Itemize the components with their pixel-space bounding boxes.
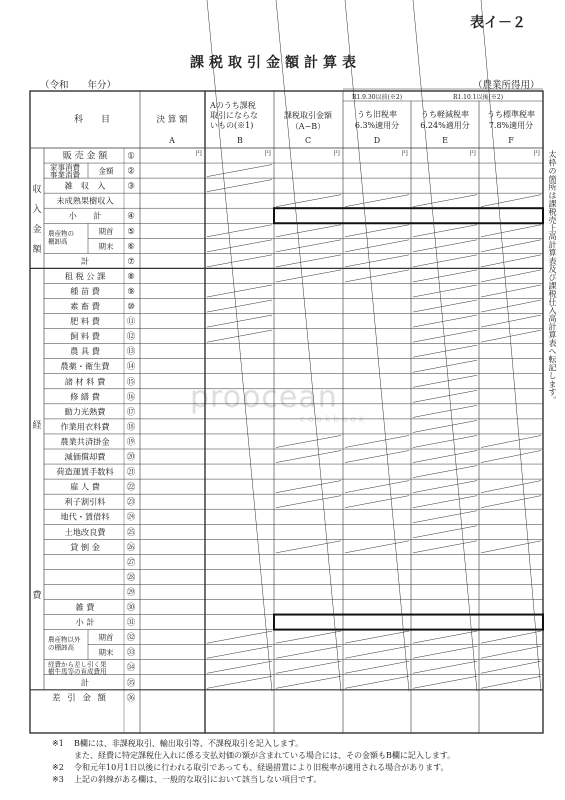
row-number: ⑧	[127, 271, 135, 282]
na-diagonal	[276, 541, 341, 553]
na-diagonal	[207, 225, 272, 237]
na-diagonal	[345, 631, 409, 643]
note-text: 上記の斜線がある欄は、一般的な取引において該当しない項目です。	[74, 775, 322, 784]
header-letter-A: A	[169, 136, 175, 145]
row-label: 肥 料 費	[70, 316, 100, 327]
na-diagonal	[413, 451, 477, 463]
na-diagonal	[276, 661, 341, 673]
row-number: ⑳	[126, 452, 136, 463]
row-label: 期首	[98, 226, 114, 236]
row-label: 家事消費	[50, 163, 80, 173]
unit-yen: 円	[533, 149, 540, 157]
era-year: （令和 年分）	[40, 80, 117, 91]
row-number: ⑮	[126, 377, 136, 388]
row-label: 租 税 公 課	[64, 270, 106, 281]
na-diagonal	[481, 435, 541, 447]
na-diagonal	[481, 631, 541, 643]
na-diagonal	[276, 451, 341, 463]
na-diagonal	[413, 330, 477, 342]
unit-yen: 円	[264, 149, 271, 157]
header-colB: いもの(※1)	[210, 121, 254, 130]
na-diagonal	[207, 240, 272, 252]
row-number: ⑯	[126, 392, 136, 403]
row-number: ②	[127, 166, 135, 177]
row-number: ㉚	[126, 603, 136, 614]
na-diagonal	[413, 661, 477, 673]
row-label: 飼 料 費	[70, 331, 100, 342]
na-diagonal	[413, 631, 477, 643]
na-diagonal	[413, 646, 477, 658]
row-number: ㉘	[126, 572, 136, 583]
na-diagonal	[481, 646, 541, 658]
row-number: ⑤	[127, 226, 135, 237]
na-diagonal	[276, 646, 341, 658]
na-diagonal	[276, 195, 341, 207]
na-diagonal	[276, 481, 341, 493]
usage-label: （農業所得用）	[473, 80, 540, 91]
header-group-old: R1.9.30以前(※2)	[351, 94, 403, 101]
na-diagonal	[481, 661, 541, 673]
unit-yen: 円	[469, 149, 476, 157]
row-number: ㉔	[126, 512, 136, 523]
row-label: 作業用衣料費	[60, 421, 110, 432]
row-label: 諸 材 料 費	[64, 376, 106, 387]
row-label: 農産物以外	[48, 635, 81, 644]
na-diagonal	[345, 451, 409, 463]
na-diagonal	[345, 646, 409, 658]
row-number: ⑥	[127, 241, 135, 252]
na-diagonal	[413, 225, 477, 237]
header-colB: 取引にならな	[210, 111, 258, 120]
na-diagonal	[345, 225, 409, 237]
group-revenue-char: 金	[32, 225, 42, 235]
row-label: 雑 費	[75, 602, 95, 613]
row-label: 土地改良費	[64, 526, 106, 537]
na-diagonal	[481, 676, 541, 688]
row-label: 農産物の	[48, 229, 74, 238]
na-diagonal	[481, 0, 541, 691]
header-colB: Aのうち課税	[210, 101, 256, 110]
group-revenue-char: 収	[32, 185, 42, 195]
na-diagonal	[413, 481, 477, 493]
group-revenue-char: 額	[32, 245, 42, 255]
subtotal-expense-box	[274, 615, 543, 630]
watermark-text: proocean	[190, 380, 338, 415]
na-diagonal	[413, 390, 477, 402]
row-label: 差 引 金 額	[51, 693, 109, 704]
unit-yen: 円	[195, 149, 202, 157]
row-label: 雑 収 入	[64, 180, 106, 191]
row-number: ㉛	[126, 618, 136, 629]
note-line	[52, 774, 557, 786]
page-title: 課税取引金額計算表	[190, 55, 361, 71]
row-number: ㉙	[126, 587, 136, 598]
note-mark: ※1	[52, 739, 64, 748]
row-label: 種 苗 費	[70, 285, 100, 296]
na-diagonal	[413, 300, 477, 312]
na-diagonal	[481, 240, 541, 252]
na-diagonal	[481, 285, 541, 297]
header-colE: うち軽減税率	[421, 110, 469, 119]
na-diagonal	[413, 375, 477, 387]
header-colD-rate: 6.3%適用分	[354, 121, 400, 130]
row-number: ㉜	[126, 633, 136, 644]
row-number: ①	[127, 151, 135, 162]
header-colF: うち標準税率	[487, 110, 535, 119]
row-label: 貸 倒 金	[70, 541, 100, 552]
row-label: 経費から差し引く果	[48, 660, 107, 669]
na-diagonal	[413, 360, 477, 372]
na-diagonal	[345, 661, 409, 673]
group-revenue-char: 入	[32, 205, 42, 215]
row-number: ⑬	[126, 347, 136, 358]
na-diagonal	[276, 496, 341, 508]
na-diagonal	[413, 195, 477, 207]
na-diagonal	[481, 451, 541, 463]
na-diagonal	[207, 676, 272, 688]
row-number: ⑫	[126, 332, 136, 343]
na-diagonal	[276, 0, 341, 691]
note-mark	[52, 750, 74, 762]
row-label: 修 繕 費	[70, 391, 100, 402]
row-number: ㉖	[126, 542, 136, 553]
row-label: 販 売 金 額	[62, 151, 108, 162]
na-diagonal	[345, 435, 409, 447]
header-letter-E: E	[442, 136, 448, 145]
na-diagonal	[207, 631, 272, 643]
na-diagonal	[276, 435, 341, 447]
row-number: ㉞	[126, 663, 136, 674]
na-diagonal	[413, 676, 477, 688]
row-label: 雇 人 費	[70, 481, 100, 492]
na-diagonal	[481, 195, 541, 207]
group-expense-char: 経	[32, 421, 42, 431]
row-number: ⑭	[126, 362, 136, 373]
header-colE-rate: 6.24%適用分	[420, 121, 470, 130]
na-diagonal	[345, 481, 409, 493]
header-letter-D: D	[373, 136, 381, 145]
row-label: 棚卸高	[48, 237, 68, 246]
na-diagonal	[413, 466, 477, 478]
note-line	[52, 762, 557, 774]
row-number: ⑦	[127, 256, 135, 267]
na-diagonal	[345, 541, 409, 553]
row-number: ⑰	[126, 407, 136, 418]
na-diagonal	[413, 0, 477, 691]
row-label: 減価償却費	[64, 451, 106, 462]
na-diagonal	[413, 270, 477, 282]
row-label: 金額	[98, 166, 114, 176]
na-diagonal	[413, 511, 477, 523]
na-diagonal	[481, 481, 541, 493]
note-text: また、経費に特定課税仕入れに係る支払対価の額が含まれている場合には、その金額もB欄に記入します。	[74, 751, 456, 760]
row-label: 期末	[98, 648, 114, 658]
na-diagonal	[276, 225, 341, 237]
row-label: 農業共済掛金	[60, 436, 110, 447]
note-mark: ※2	[52, 763, 64, 772]
na-diagonal	[413, 315, 477, 327]
row-number: ⑲	[126, 437, 136, 448]
header-colC: 課税取引金額	[284, 111, 332, 120]
row-label: 計	[80, 677, 90, 688]
na-diagonal	[481, 255, 541, 267]
row-number: ⑱	[126, 422, 136, 433]
row-number: ⑩	[127, 302, 135, 313]
na-diagonal	[345, 270, 409, 282]
row-label: 利子割引料	[64, 496, 106, 507]
row-label: 期首	[98, 633, 114, 643]
side-note: 太枠の箇所は課税売上高計算表及び課税仕入高計算表へ転記します。	[548, 150, 558, 405]
header-letter-F: F	[508, 136, 514, 145]
group-expense-char: 費	[32, 591, 42, 601]
row-label: 小 計	[75, 617, 95, 628]
na-diagonal	[345, 240, 409, 252]
row-label: 期末	[98, 241, 114, 251]
row-number: ㉗	[126, 557, 136, 568]
na-diagonal	[345, 0, 409, 691]
na-diagonal	[413, 405, 477, 417]
na-diagonal	[207, 330, 272, 342]
na-diagonal	[413, 541, 477, 553]
header-letter-B: B	[237, 136, 243, 145]
header-letter-C: C	[304, 136, 312, 145]
header-subject: 科 目	[73, 115, 111, 125]
na-diagonal	[481, 225, 541, 237]
na-diagonal	[413, 435, 477, 447]
na-diagonal	[276, 255, 341, 267]
na-diagonal	[481, 315, 541, 327]
na-diagonal	[207, 180, 272, 192]
na-diagonal	[345, 255, 409, 267]
na-diagonal	[207, 255, 272, 267]
row-number: ⑨	[127, 286, 135, 297]
subtotal-revenue-box	[274, 208, 543, 223]
na-diagonal	[207, 661, 272, 673]
row-number: ㊱	[126, 693, 136, 704]
row-number: ④	[127, 211, 135, 222]
note-line	[52, 738, 557, 750]
row-number: ㉟	[126, 678, 136, 689]
header-colC-formula: （A−B）	[290, 122, 326, 131]
row-label: 動力光熱費	[64, 406, 106, 417]
row-label: 小 計	[68, 210, 102, 221]
note-line	[52, 750, 557, 762]
na-diagonal	[276, 631, 341, 643]
row-label: 事業消費	[50, 170, 80, 180]
row-number: ㉒	[126, 482, 136, 493]
row-number: ㉑	[126, 467, 136, 478]
header-kessan: 決 算 額	[156, 115, 188, 125]
row-number: ③	[127, 181, 135, 192]
na-diagonal	[276, 270, 341, 282]
na-diagonal	[207, 315, 272, 327]
na-diagonal	[413, 255, 477, 267]
note-text: 令和元年10月1日以後に行われる取引であっても、経過措置により旧税率が適用される場合があります。	[74, 763, 449, 772]
na-diagonal	[345, 195, 409, 207]
row-label: 樹牛馬等の育成費用	[48, 667, 107, 676]
na-diagonal	[413, 285, 477, 297]
na-diagonal	[413, 420, 477, 432]
row-number: ⑪	[126, 317, 136, 328]
na-diagonal	[481, 496, 541, 508]
row-label: の棚卸高	[48, 643, 74, 652]
header-colD: うち旧税率	[357, 110, 397, 119]
row-label: 農 具 費	[70, 346, 100, 357]
watermark-subtext: cookbook	[300, 415, 368, 425]
na-diagonal	[345, 496, 409, 508]
na-diagonal	[276, 240, 341, 252]
na-diagonal	[345, 676, 409, 688]
na-diagonal	[481, 541, 541, 553]
note-text: B欄には、非課税取引、輸出取引等、不課税取引を記入します。	[74, 739, 304, 748]
row-label: 農薬・衛生費	[60, 361, 110, 372]
document-label: 表イ－２	[470, 15, 526, 31]
row-label: 未成熟果樹収入	[56, 195, 114, 206]
header-group-new: R1.10.1以後(※2)	[452, 94, 504, 101]
unit-yen: 円	[333, 149, 340, 157]
note-mark: ※3	[52, 775, 64, 784]
row-number: ㉝	[126, 648, 136, 659]
header-colF-rate: 7.8%適用分	[488, 121, 534, 130]
row-label: 計	[80, 255, 90, 266]
na-diagonal	[207, 646, 272, 658]
na-diagonal	[207, 165, 272, 177]
row-number: ㉓	[126, 497, 136, 508]
notes	[52, 738, 557, 786]
na-diagonal	[481, 300, 541, 312]
na-diagonal	[413, 240, 477, 252]
na-diagonal	[481, 330, 541, 342]
na-diagonal	[207, 300, 272, 312]
row-label: 地代・賃借料	[60, 511, 110, 522]
na-diagonal	[207, 285, 272, 297]
unit-yen: 円	[401, 149, 408, 157]
na-diagonal	[481, 270, 541, 282]
na-diagonal	[413, 526, 477, 538]
row-number: ㉕	[126, 527, 136, 538]
row-label: 素 畜 費	[70, 301, 100, 312]
na-diagonal	[276, 676, 341, 688]
na-diagonal	[413, 496, 477, 508]
row-label: 荷造運賃手数料	[56, 466, 114, 477]
